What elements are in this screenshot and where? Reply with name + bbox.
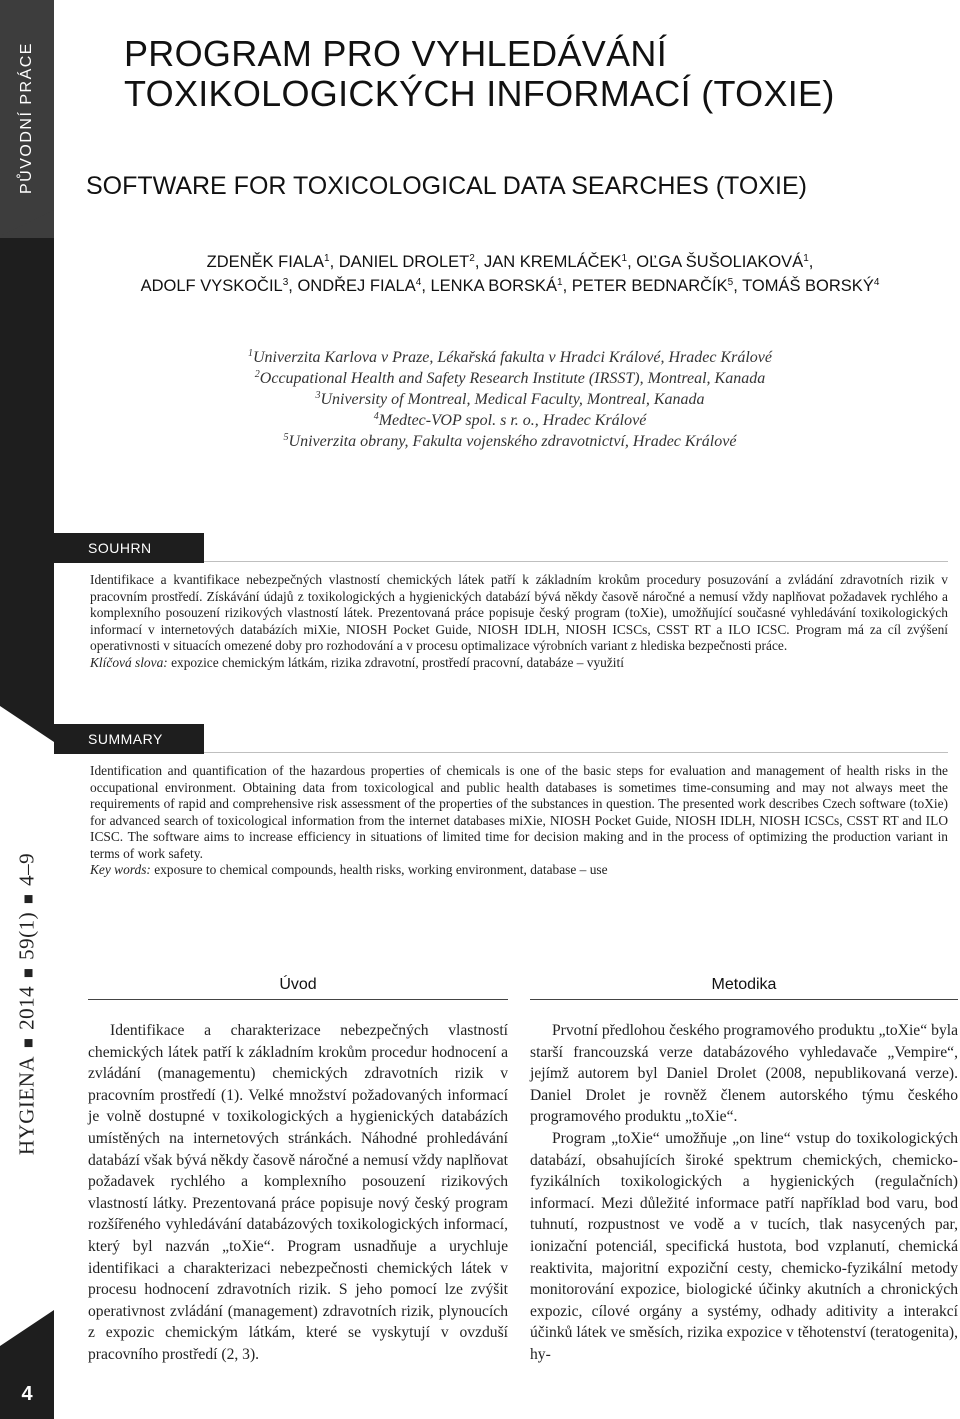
author-affil-sup: 1 xyxy=(324,253,330,264)
affiliation-text: Univerzita obrany, Fakulta vojenského zdravotnictví, Hradec Králové xyxy=(288,433,737,450)
sidebar-section-slant xyxy=(0,210,54,236)
affiliation-sup: 4 xyxy=(373,411,379,422)
metodika-body xyxy=(530,1020,958,1366)
journal-strip xyxy=(0,706,54,1419)
metodika-heading: Metodika xyxy=(711,976,777,993)
author-name: ONDŘEJ FIALA xyxy=(297,277,416,295)
uvod-heading-rule xyxy=(88,999,508,1000)
affiliation-sup: 5 xyxy=(283,432,289,443)
souhrn-label: SOUHRN xyxy=(54,533,204,563)
square-separator-icon xyxy=(25,969,33,977)
sidebar xyxy=(0,0,54,1419)
journal-strip-top-slant xyxy=(0,706,54,742)
affiliation xyxy=(180,368,840,389)
summary-label: SUMMARY xyxy=(54,724,204,754)
affiliation xyxy=(180,410,840,431)
section-label: PŮVODNÍ PRÁCE xyxy=(18,42,35,194)
journal-name: HYGIENA xyxy=(14,1055,39,1156)
author-name: DANIEL DROLET xyxy=(338,253,470,271)
souhrn-text: Identifikace a kvantifikace nebezpečných vlastností chemických látek patří k základním krokům procedury posuzování a zvládání zdravotních rizik v pracovním prostředí. Získávání údajů z toxikologických a hygienických databází bývá někdy časově náročné a nemusí vždy naplňovat požadavek rychlého a komplexního posouzení rizikových vlastností látek. Prezentovaná práce popisuje český program (toXie), umožňující současné vyhledávání toxikologických informací v internetových databázích miXie, NIOSH Pocket Guide, NIOSH IDLH, NIOSH ICSCs, CSST RT a ILO ICSC. Program má za cíl zvýšení operativnosti v situacích omezené doby pro rozhodování a v procesu optimalizace výrobních variant z hlediska bezpečnosti práce. xyxy=(90,572,948,653)
affiliation xyxy=(180,389,840,410)
journal-year: 2014 xyxy=(14,985,39,1030)
summary-keywords-label: Key words: xyxy=(90,862,151,877)
summary-abstract xyxy=(90,763,948,879)
author-name: LENKA BORSKÁ xyxy=(430,277,558,295)
uvod-paragraph: Identifikace a charakterizace nebezpečných vlastností chemických látek patří k základním krokům procedur hodnocení a zvládání (managementu) chemických zdravotních rizik v pracovním prostředí (1). Velké množství požadovaných informací je volně dostupné v toxikologických a hygienických databázích umístěných na internetových stránkách. Náhodné prohledávání databází však bývá někdy časově náročné a nemusí vždy naplňovat požadavek rychlého a komplexního posouzení rizikových vlastností látky. Prezentovaná práce popisuje nový český program rozšířeného vyhledávání databázových toxikologických informací, který byl nazván „toXie“. Program usnadňuje a urychluje identifikaci a charakterizaci nebezpečnosti chemických látek v procesu hodnocení zdravotních rizik. S jeho pomocí lze zvýšit operativnost zvládání (management) zdravotních rizik, plynoucích z expozic chemickým látkám, které se vyskytují v ovzduší pracovního prostředí (2, 3). xyxy=(88,1022,508,1363)
author-list xyxy=(70,250,950,298)
article-subtitle: SOFTWARE FOR TOXICOLOGICAL DATA SEARCHES (TOXIE) xyxy=(86,172,807,200)
uvod-body xyxy=(88,1020,508,1366)
square-separator-icon xyxy=(25,1039,33,1047)
souhrn-rule xyxy=(204,561,948,562)
affiliation-text: Occupational Health and Safety Research Institute (IRSST), Montreal, Kanada xyxy=(259,370,766,387)
author-affil-sup: 1 xyxy=(557,277,563,288)
metodika-paragraph: Prvotní předlohou českého programového produktu „toXie“ byla starší francouzská verze databázového vyhledavače „Vempire“, jejímž autorem byl Daniel Drolet (2008, nepublikovaná verze). Daniel Drolet je rovněž členem autorského týmu českého programového produktu „toXie“. xyxy=(530,1022,958,1126)
souhrn-abstract xyxy=(90,572,948,671)
affiliation xyxy=(180,431,840,452)
author-affil-sup: 3 xyxy=(282,277,289,288)
affiliation-text: University of Montreal, Medical Faculty, Montreal, Kanada xyxy=(320,391,705,408)
affiliation-text: Univerzita Karlova v Praze, Lékařská fakulta v Hradci Králové, Hradec Králové xyxy=(252,349,773,366)
journal-pages: 4–9 xyxy=(14,852,39,886)
uvod-heading: Úvod xyxy=(279,976,317,993)
metodika-heading-rule xyxy=(530,999,958,1000)
summary-keywords: exposure to chemical compounds, health risks, working environment, database – use xyxy=(154,862,608,877)
journal-volume: 59(1) xyxy=(14,911,39,960)
article-title xyxy=(124,34,944,114)
affiliation-sup: 1 xyxy=(247,348,253,359)
square-separator-icon xyxy=(25,895,33,903)
author-name: TOMÁŠ BORSKÝ xyxy=(742,277,874,295)
author-name: ADOLF VYSKOČIL xyxy=(140,277,283,295)
journal-reference xyxy=(15,853,40,1155)
author-name: PETER BEDNARČÍK xyxy=(571,277,728,295)
author-name: JAN KREMLÁČEK xyxy=(484,253,622,271)
summary-rule xyxy=(204,752,948,753)
author-affil-sup: 1 xyxy=(621,253,628,264)
affiliation-list xyxy=(180,347,840,452)
page-number: 4 xyxy=(21,1383,33,1405)
affiliation-sup: 3 xyxy=(315,390,321,401)
souhrn-keywords-label: Klíčová slova: xyxy=(90,654,168,670)
author-name: ZDENĚK FIALA xyxy=(206,253,325,271)
author-affil-sup: 4 xyxy=(873,277,880,288)
journal-strip-bottom-slant xyxy=(0,1310,54,1346)
affiliation-text: Medtec-VOP spol. s r. o., Hradec Králové xyxy=(378,412,647,429)
affiliation-sup: 2 xyxy=(254,369,260,380)
metodika-paragraph: Program „toXie“ umožňuje „on line“ vstup do toxikologických databází, obsahujících široké spektrum chemických, chemicko-fyzikálních toxikologických a hygienických (regulačních) informací. Mezi důležité informace patří například bod varu, bod tuhnutí, rozpustnost ve vodě a v tucích, tlak nasycených par, ionizační potenciál, specifická hustota, bod vzplanutí, chemická reaktivita, majoritní expoziční cesty, chemicko-fyzikální metody monitorování expozice, biologické účinky akutních a chronických expozic, cílové orgány a systémy, odhady aditivity a interakcí účinků látek ve směsích, rizika expozice v těhotenství (teratogenita), hy- xyxy=(530,1129,958,1363)
author-line-1: ZDENĚK FIALA$^1$, DANIEL DROLET$^2$, JAN KREMLÁČEK$^1$, OĽGA ŠUŠOLIAKOVÁ$^1$, xyxy=(206,253,814,271)
author-name: OĽGA ŠUŠOLIAKOVÁ xyxy=(636,253,804,271)
title-line-2: TOXIKOLOGICKÝCH INFORMACÍ (TOXIE) xyxy=(124,73,835,114)
author-line-2: ADOLF VYSKOČIL$^3$, ONDŘEJ FIALA$^4$, LENKA BORSKÁ$^1$, PETER BEDNARČÍK$^5$, TOMÁŠ BORSKÝ$^4$ xyxy=(140,277,880,295)
summary-text: Identification and quantification of the hazardous properties of chemicals is one of the basic steps for evaluation and management of health risks in the occupational environment. Obtaining data from toxicological and public health databases is sometimes time-consuming and may not always meet the requirements of rapid and comprehensive risk assessment of the properties of the substances in question. The presented work describes Czech software (toXie) for advanced search of toxicological information from the internet databases miXie, NIOSH Pocket Guide, NIOSH IDLH, NIOSH ICSCs, CSST RT and ILO ICSC. The software aims to increase efficiency in situations of limited time for decision making and in the process of optimizing the production variant in terms of work safety. xyxy=(90,763,948,861)
title-line-1: PROGRAM PRO VYHLEDÁVÁNÍ xyxy=(124,33,668,74)
souhrn-keywords: expozice chemickým látkám, rizika zdravotní, prostředí pracovní, databáze – využití xyxy=(171,654,624,670)
author-affil-sup: 5 xyxy=(727,277,734,288)
affiliation xyxy=(180,347,840,368)
author-affil-sup: 4 xyxy=(415,277,422,288)
author-affil-sup: 2 xyxy=(469,253,475,264)
author-affil-sup: 1 xyxy=(803,253,809,264)
